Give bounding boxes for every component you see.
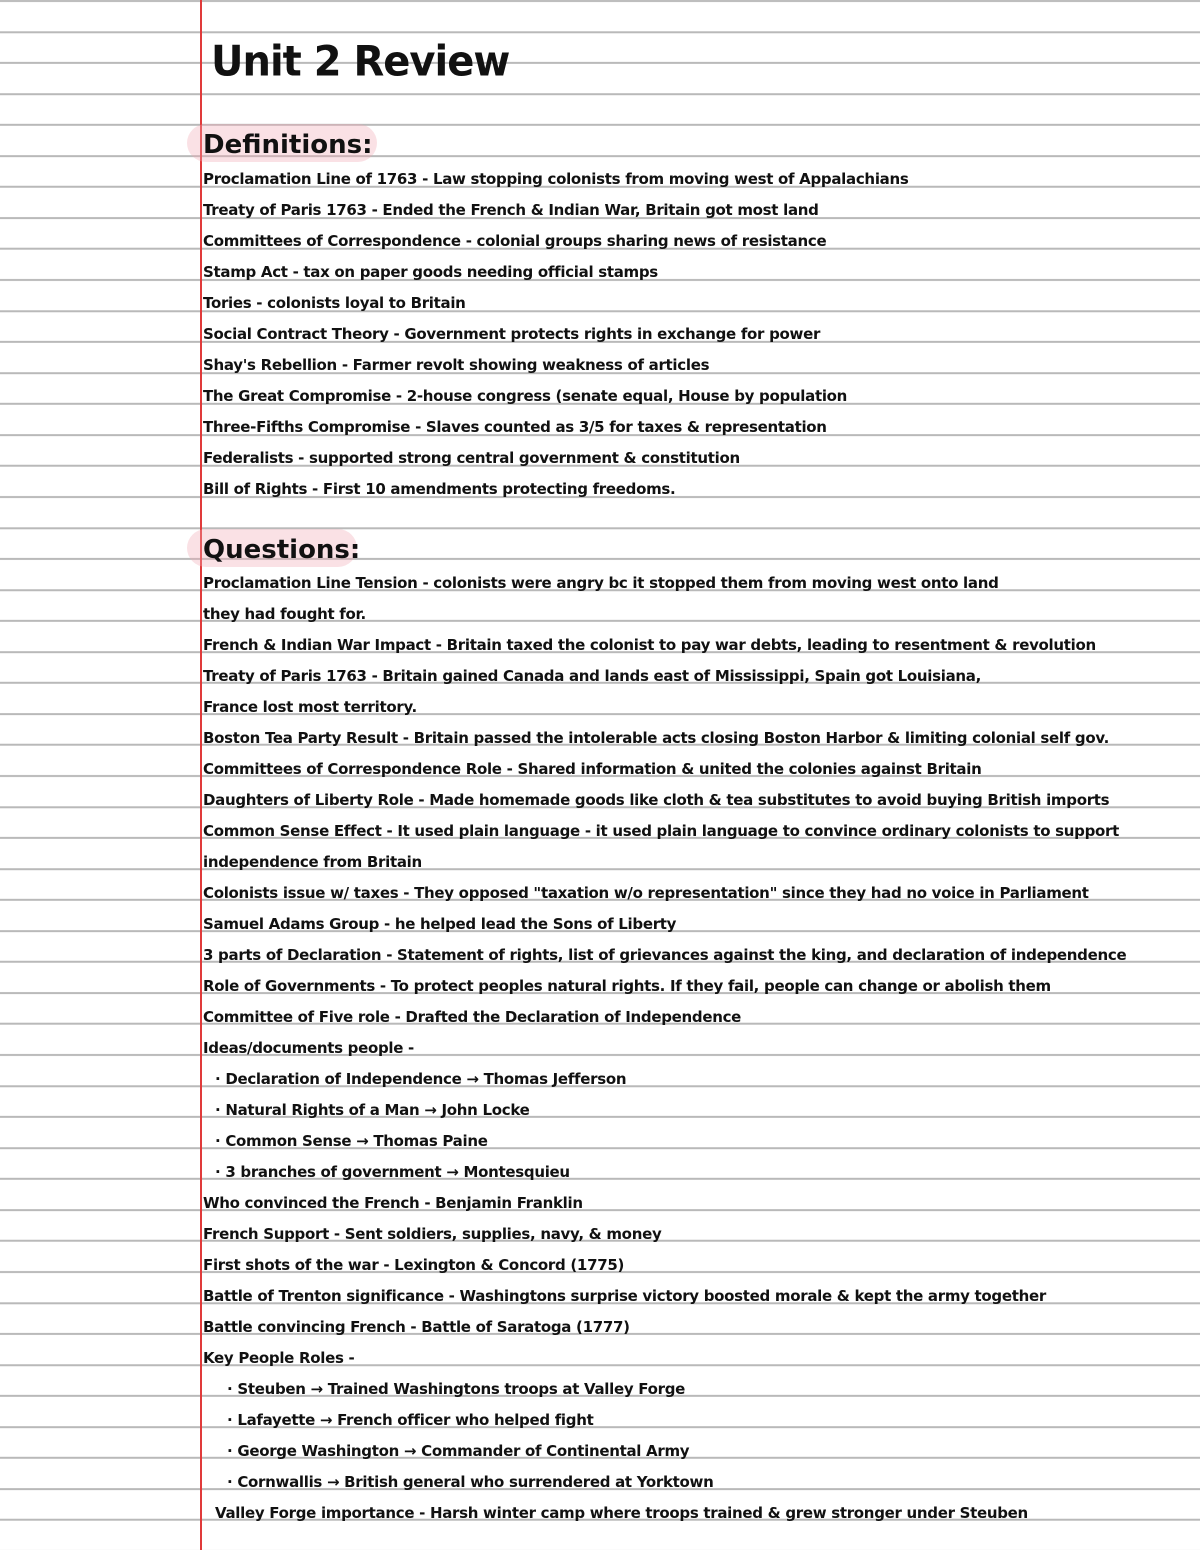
question-item: First shots of the war - Lexington & Concord (1775) [203, 1256, 625, 1274]
idea-bullet-item: · Declaration of Independence → Thomas Jefferson [215, 1070, 627, 1088]
question-item: Common Sense Effect - It used plain language - it used plain language to convince ordinary colonists to support [203, 822, 1120, 840]
question-item: Daughters of Liberty Role - Made homemade goods like cloth & tea substitutes to avoid buying British imports [203, 791, 1110, 809]
people-bullet-item: · Cornwallis → British general who surrendered at Yorktown [227, 1473, 714, 1491]
idea-bullet-item: · Common Sense → Thomas Paine [215, 1132, 488, 1150]
idea-bullet-item: · Natural Rights of a Man → John Locke [215, 1101, 530, 1119]
question-item: 3 parts of Declaration - Statement of rights, list of grievances against the king, and declaration of independence [203, 946, 1127, 964]
question-item: Key People Roles - [203, 1349, 355, 1367]
question-item: Battle of Trenton significance - Washingtons surprise victory boosted morale & kept the army together [203, 1287, 1046, 1305]
question-item: Ideas/documents people - [203, 1039, 414, 1057]
questions-list [203, 568, 1193, 1529]
question-item: Colonists issue w/ taxes - They opposed "taxation w/o representation" since they had no voice in Parliament [203, 884, 1089, 902]
page-title: Unit 2 Review [211, 37, 510, 87]
definitions-heading-text: Definitions: [203, 130, 373, 160]
definition-item: Treaty of Paris 1763 - Ended the French & Indian War, Britain got most land [203, 201, 819, 219]
question-item: Treaty of Paris 1763 - Britain gained Canada and lands east of Mississippi, Spain got Louisiana, [203, 667, 982, 685]
questions-heading [203, 535, 360, 565]
definition-item: The Great Compromise - 2-house congress (senate equal, House by population [203, 387, 848, 405]
definition-item: Three-Fifths Compromise - Slaves counted as 3/5 for taxes & representation [203, 418, 827, 436]
question-item: Battle convincing French - Battle of Saratoga (1777) [203, 1318, 630, 1336]
question-item: Committee of Five role - Drafted the Declaration of Independence [203, 1008, 742, 1026]
definition-item: Committees of Correspondence - colonial groups sharing news of resistance [203, 232, 827, 250]
definition-item: Social Contract Theory - Government protects rights in exchange for power [203, 325, 821, 343]
red-margin-line [200, 0, 202, 1550]
question-item: they had fought for. [203, 605, 366, 623]
definition-item: Stamp Act - tax on paper goods needing official stamps [203, 263, 658, 281]
question-item: Committees of Correspondence Role - Shared information & united the colonies against Britain [203, 760, 982, 778]
definition-item: Federalists - supported strong central government & constitution [203, 449, 740, 467]
people-bullet-item: · George Washington → Commander of Continental Army [227, 1442, 690, 1460]
question-item: France lost most territory. [203, 698, 417, 716]
question-item: Boston Tea Party Result - Britain passed the intolerable acts closing Boston Harbor & limiting colonial self gov. [203, 729, 1110, 747]
questions-heading-text: Questions: [203, 535, 361, 565]
question-item: Role of Governments - To protect peoples natural rights. If they fail, people can change or abolish them [203, 977, 1051, 995]
question-item: Valley Forge importance - Harsh winter camp where troops trained & grew stronger under Steuben [215, 1504, 1028, 1522]
people-bullet-item: · Steuben → Trained Washingtons troops at Valley Forge [227, 1380, 686, 1398]
definition-item: Shay's Rebellion - Farmer revolt showing weakness of articles [203, 356, 710, 374]
question-item: Proclamation Line Tension - colonists were angry bc it stopped them from moving west onto land [203, 574, 999, 592]
question-item: independence from Britain [203, 853, 422, 871]
question-item: Samuel Adams Group - he helped lead the Sons of Liberty [203, 915, 677, 933]
definition-item: Bill of Rights - First 10 amendments protecting freedoms. [203, 480, 676, 498]
question-item: Who convinced the French - Benjamin Franklin [203, 1194, 583, 1212]
definition-item: Proclamation Line of 1763 - Law stopping colonists from moving west of Appalachians [203, 170, 909, 188]
question-item: French & Indian War Impact - Britain taxed the colonist to pay war debts, leading to resentment & revolution [203, 636, 1096, 654]
definitions-heading [203, 130, 373, 160]
definition-item: Tories - colonists loyal to Britain [203, 294, 466, 312]
definitions-list [203, 164, 1193, 505]
idea-bullet-item: · 3 branches of government → Montesquieu [215, 1163, 570, 1181]
question-item: French Support - Sent soldiers, supplies, navy, & money [203, 1225, 662, 1243]
people-bullet-item: · Lafayette → French officer who helped fight [227, 1411, 594, 1429]
